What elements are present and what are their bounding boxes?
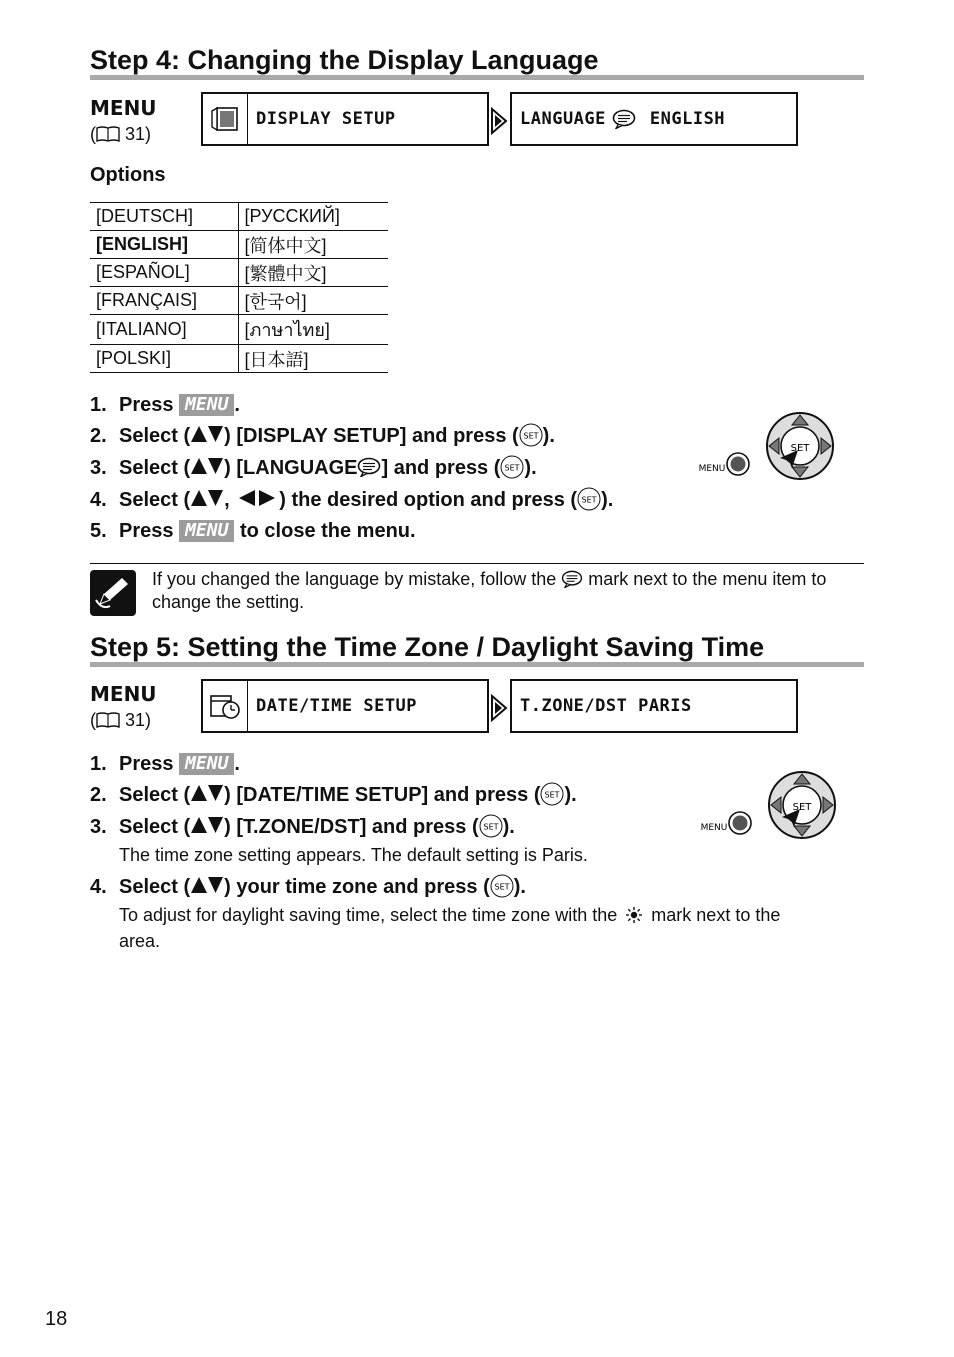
svg-text:SET: SET: [494, 882, 510, 892]
svg-text:MENU: MENU: [700, 823, 728, 833]
step4-menu-ref-open: (: [90, 124, 96, 144]
note-divider: [90, 563, 864, 564]
step-number: 3.: [90, 816, 107, 838]
step4-menu-ref: [90, 124, 151, 145]
step-number: 2.: [90, 784, 107, 806]
step-text: ).: [601, 489, 614, 511]
step-text: ) the desired option and press (: [279, 489, 578, 511]
step-number: 3.: [90, 457, 107, 479]
page-number: 18: [45, 1308, 68, 1330]
option-cell-left: [ESPAÑOL]: [90, 259, 238, 287]
step-text: ) your time zone and press (: [224, 876, 490, 898]
option-cell-right: [ภาษาไทย]: [238, 315, 388, 345]
svg-text:SET: SET: [523, 431, 539, 441]
svg-text:SET: SET: [790, 443, 810, 454]
svg-text:SET: SET: [792, 802, 812, 813]
note-text: [152, 568, 864, 614]
up-down-arrows-icon: [190, 815, 224, 835]
language-mark-icon: [357, 457, 381, 477]
step5-item-2: [90, 782, 577, 808]
step4-menu-ref-page: 31): [125, 124, 152, 144]
option-row: [90, 231, 388, 259]
svg-text:SET: SET: [504, 463, 520, 473]
menu-arrow-icon: [489, 107, 509, 135]
joystick-icon: [700, 771, 840, 843]
set-button-icon: [500, 455, 524, 479]
tzone-dst-text: T.ZONE/DST PARIS: [520, 696, 692, 716]
option-cell-left: [ENGLISH]: [90, 231, 238, 259]
step4-item-1: [90, 392, 240, 418]
option-cell-right: [한국어]: [238, 287, 388, 315]
display-setup-icon: [209, 105, 241, 133]
step4-heading: Step 4: Changing the Display Language: [90, 45, 864, 80]
step4-item-3: [90, 455, 537, 481]
joystick-illustration: [698, 412, 838, 484]
detail-text: To adjust for daylight saving time, select the time zone with the: [119, 905, 618, 925]
set-button-icon: [479, 814, 503, 838]
note-text-part: mark next to the menu item to change the setting.: [152, 569, 827, 612]
date-time-setup-text: DATE/TIME SETUP: [256, 696, 418, 716]
up-down-arrows-icon: [190, 456, 224, 476]
option-cell-left: [POLSKI]: [90, 345, 238, 373]
display-setup-cell: [203, 94, 248, 144]
step-number: 1.: [90, 394, 107, 416]
step-text: Press: [119, 520, 174, 542]
step5-item-4: [90, 874, 526, 900]
step-text: ) [LANGUAGE: [224, 457, 358, 479]
date-time-setup-cell: [203, 681, 248, 731]
step5-item-1: [90, 751, 240, 777]
date-time-setup-menu-box: [201, 679, 489, 733]
step5-item-4-detail: [119, 902, 859, 954]
step5-item-3: [90, 814, 515, 840]
detail-text: mark next to the: [651, 905, 781, 925]
step-text: ) [DATE/TIME SETUP] and press (: [224, 784, 541, 806]
step-text: to close the menu.: [239, 520, 416, 542]
step-text: Press: [119, 753, 174, 775]
step-text: Select (: [119, 784, 191, 806]
option-row: [90, 203, 388, 231]
step-text: Select (: [119, 876, 191, 898]
option-cell-left: [DEUTSCH]: [90, 203, 238, 231]
joystick-illustration: [700, 771, 840, 843]
book-icon: [96, 712, 120, 728]
option-row: [90, 315, 388, 345]
step4-menu-label: MENU: [90, 96, 157, 120]
joystick-icon: [698, 412, 838, 484]
step-number: 2.: [90, 425, 107, 447]
step-text: ) [DISPLAY SETUP] and press (: [224, 425, 519, 447]
menu-button-icon: MENU: [179, 520, 234, 542]
option-cell-right: [日本語]: [238, 345, 388, 373]
language-value-text: ENGLISH: [649, 109, 726, 129]
option-row: [90, 287, 388, 315]
step-text: ).: [564, 784, 577, 806]
svg-text:MENU: MENU: [698, 464, 726, 474]
up-down-arrows-icon: [190, 424, 224, 444]
left-right-arrows-icon: [235, 488, 279, 508]
step-text: ] and press (: [381, 457, 501, 479]
note-pencil-icon: [90, 570, 136, 616]
set-button-icon: [577, 487, 601, 511]
step-number: 4.: [90, 876, 107, 898]
options-title: Options: [90, 164, 166, 186]
step-text: ) [T.ZONE/DST] and press (: [224, 816, 479, 838]
set-button-icon: [540, 782, 564, 806]
detail-text: area.: [119, 931, 161, 951]
step4-item-4: [90, 487, 613, 513]
display-setup-text: DISPLAY SETUP: [256, 109, 396, 129]
step-text: Select (: [119, 457, 191, 479]
menu-button-icon: MENU: [179, 394, 234, 416]
svg-text:SET: SET: [544, 790, 560, 800]
option-cell-left: [FRANÇAIS]: [90, 287, 238, 315]
tzone-dst-menu-box: [510, 679, 798, 733]
step4-item-2: [90, 423, 555, 449]
step-text: ).: [502, 816, 515, 838]
menu-button-icon: MENU: [179, 753, 234, 775]
step4-item-5: [90, 518, 416, 544]
up-down-arrows-icon: [190, 783, 224, 803]
language-menu-box: [510, 92, 798, 146]
option-row: [90, 259, 388, 287]
display-setup-menu-box: [201, 92, 489, 146]
language-options-table: [90, 202, 388, 373]
step-text: ,: [224, 489, 230, 511]
step-text: ).: [542, 425, 555, 447]
up-down-arrows-icon: [190, 875, 224, 895]
note-text-part: If you changed the language by mistake, follow the: [152, 569, 557, 589]
step-text: Select (: [119, 816, 191, 838]
step-number: 5.: [90, 520, 107, 542]
step-number: 4.: [90, 489, 107, 511]
step-text: .: [234, 394, 240, 416]
step5-menu-ref: [90, 710, 151, 731]
step5-menu-ref-open: (: [90, 710, 96, 730]
option-cell-right: [繁體中文]: [238, 259, 388, 287]
step5-heading: Step 5: Setting the Time Zone / Daylight Saving Time: [90, 632, 864, 667]
date-time-setup-icon: [208, 692, 242, 720]
step5-menu-label: MENU: [90, 682, 157, 706]
step5-menu-ref-page: 31): [125, 710, 152, 730]
step-text: Select (: [119, 425, 191, 447]
step5-item-3-detail: The time zone setting appears. The default setting is Paris.: [119, 845, 588, 865]
option-cell-right: [РУССКИЙ]: [238, 203, 388, 231]
step-text: Press: [119, 394, 174, 416]
language-mark-icon: [561, 570, 583, 588]
language-mark-icon: [612, 109, 636, 129]
language-text: LANGUAGE: [520, 109, 606, 129]
option-cell-left: [ITALIANO]: [90, 315, 238, 345]
svg-text:SET: SET: [581, 495, 597, 505]
option-row: [90, 345, 388, 373]
svg-text:SET: SET: [483, 822, 499, 832]
step-text: ).: [513, 876, 526, 898]
book-icon: [96, 126, 120, 142]
set-button-icon: [519, 423, 543, 447]
set-button-icon: [490, 874, 514, 898]
step-text: .: [234, 753, 240, 775]
option-cell-right: [简体中文]: [238, 231, 388, 259]
menu-arrow-icon: [489, 694, 509, 722]
step-text: ).: [524, 457, 537, 479]
up-down-arrows-icon: [190, 488, 224, 508]
step-text: Select (: [119, 489, 191, 511]
step-number: 1.: [90, 753, 107, 775]
sun-icon: [625, 906, 643, 924]
